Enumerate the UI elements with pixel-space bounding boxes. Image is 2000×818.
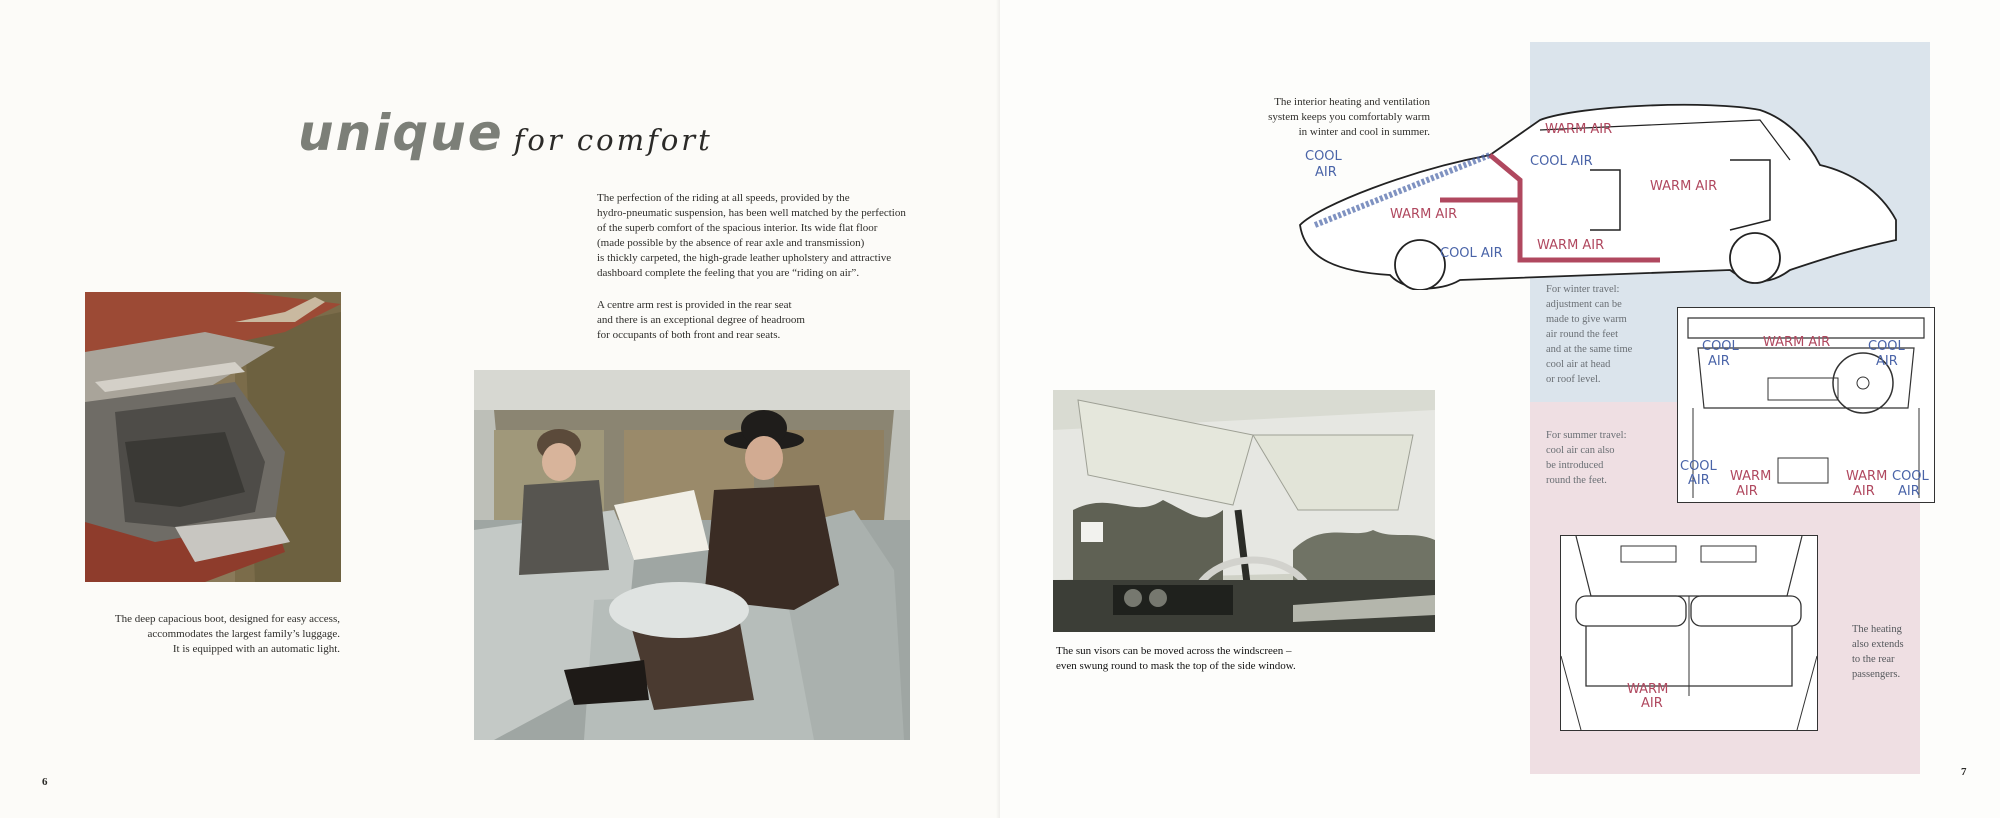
label-cool-mid: COOL AIR xyxy=(1530,154,1593,169)
intro-paragraph-1: The perfection of the riding at all speeds, provided by the hydro-pneumatic suspension, has been well matched by the perfection of the superb comfort of the spacious interior. Its wide flat floor (made possible by the absence of rear axle and transmission) is thickly carpeted, the high-grade leather upholstery and attractive dashboard complete the feeling that you are “riding on air”. xyxy=(597,192,906,279)
dash-label-air-3: AIR xyxy=(1688,473,1710,488)
label-cool-front-2: AIR xyxy=(1315,165,1337,180)
dash-label-warm-1: WARM xyxy=(1730,469,1772,484)
dash-label-warm-2: WARM xyxy=(1846,469,1888,484)
label-warm-rear: WARM AIR xyxy=(1650,179,1718,194)
label-cool-low: COOL AIR xyxy=(1440,246,1503,261)
winter-caption: For winter travel: adjustment can be made to give warm air round the feet and at the same time cool air at head or roof level. xyxy=(1546,284,1633,385)
rear-caption: The heating also extends to the rear passengers. xyxy=(1852,624,1904,680)
right-page xyxy=(1000,0,2000,818)
summer-caption: For summer travel: cool air can also be introduced round the feet. xyxy=(1546,430,1627,486)
page-number-right: 7 xyxy=(1961,766,1967,778)
interior-photo xyxy=(474,370,910,740)
label-warm-floor: WARM AIR xyxy=(1537,238,1605,253)
label-cool-front-1: COOL xyxy=(1305,149,1342,164)
sun-visor-caption: The sun visors can be moved across the windscreen – even swung round to mask the top of the side window. xyxy=(1056,645,1296,672)
heading-light: for comfort xyxy=(513,123,713,157)
dash-label-cool-4: COOL xyxy=(1892,469,1929,484)
heating-intro-caption: The interior heating and ventilation system keeps you comfortably warm in winter and cool in summer. xyxy=(1268,96,1430,138)
sun-visor-photo xyxy=(1053,390,1435,632)
dash-label-cool-3: COOL xyxy=(1680,459,1717,474)
rear-seats-diagram xyxy=(1560,535,1818,731)
boot-photo xyxy=(85,292,341,582)
label-warm-top: WARM AIR xyxy=(1545,122,1613,137)
dash-label-cool-2: COOL xyxy=(1868,339,1905,354)
dash-label-air-4: AIR xyxy=(1736,484,1758,499)
dash-label-air-2: AIR xyxy=(1876,354,1898,369)
dash-label-air-1: AIR xyxy=(1708,354,1730,369)
rear-label-warm: WARM xyxy=(1627,682,1669,697)
rear-label-air: AIR xyxy=(1641,696,1663,711)
page-number-left: 6 xyxy=(42,776,48,788)
dash-label-cool-1: COOL xyxy=(1702,339,1739,354)
dashboard-diagram xyxy=(1677,307,1935,503)
heading-bold: unique xyxy=(298,104,504,162)
boot-caption: The deep capacious boot, designed for easy access, accommodates the largest family’s luggage. It is equipped with an automatic light. xyxy=(114,613,340,655)
dash-label-warm-top: WARM AIR xyxy=(1763,335,1831,350)
dash-label-air-6: AIR xyxy=(1898,484,1920,499)
intro-paragraph-2: A centre arm rest is provided in the rear seat and there is an exceptional degree of headroom for occupants of both front and rear seats. xyxy=(597,299,805,341)
car-side-diagram xyxy=(1290,100,1910,290)
page-heading xyxy=(298,104,713,162)
label-warm-front: WARM AIR xyxy=(1390,207,1458,222)
dash-label-air-5: AIR xyxy=(1853,484,1875,499)
